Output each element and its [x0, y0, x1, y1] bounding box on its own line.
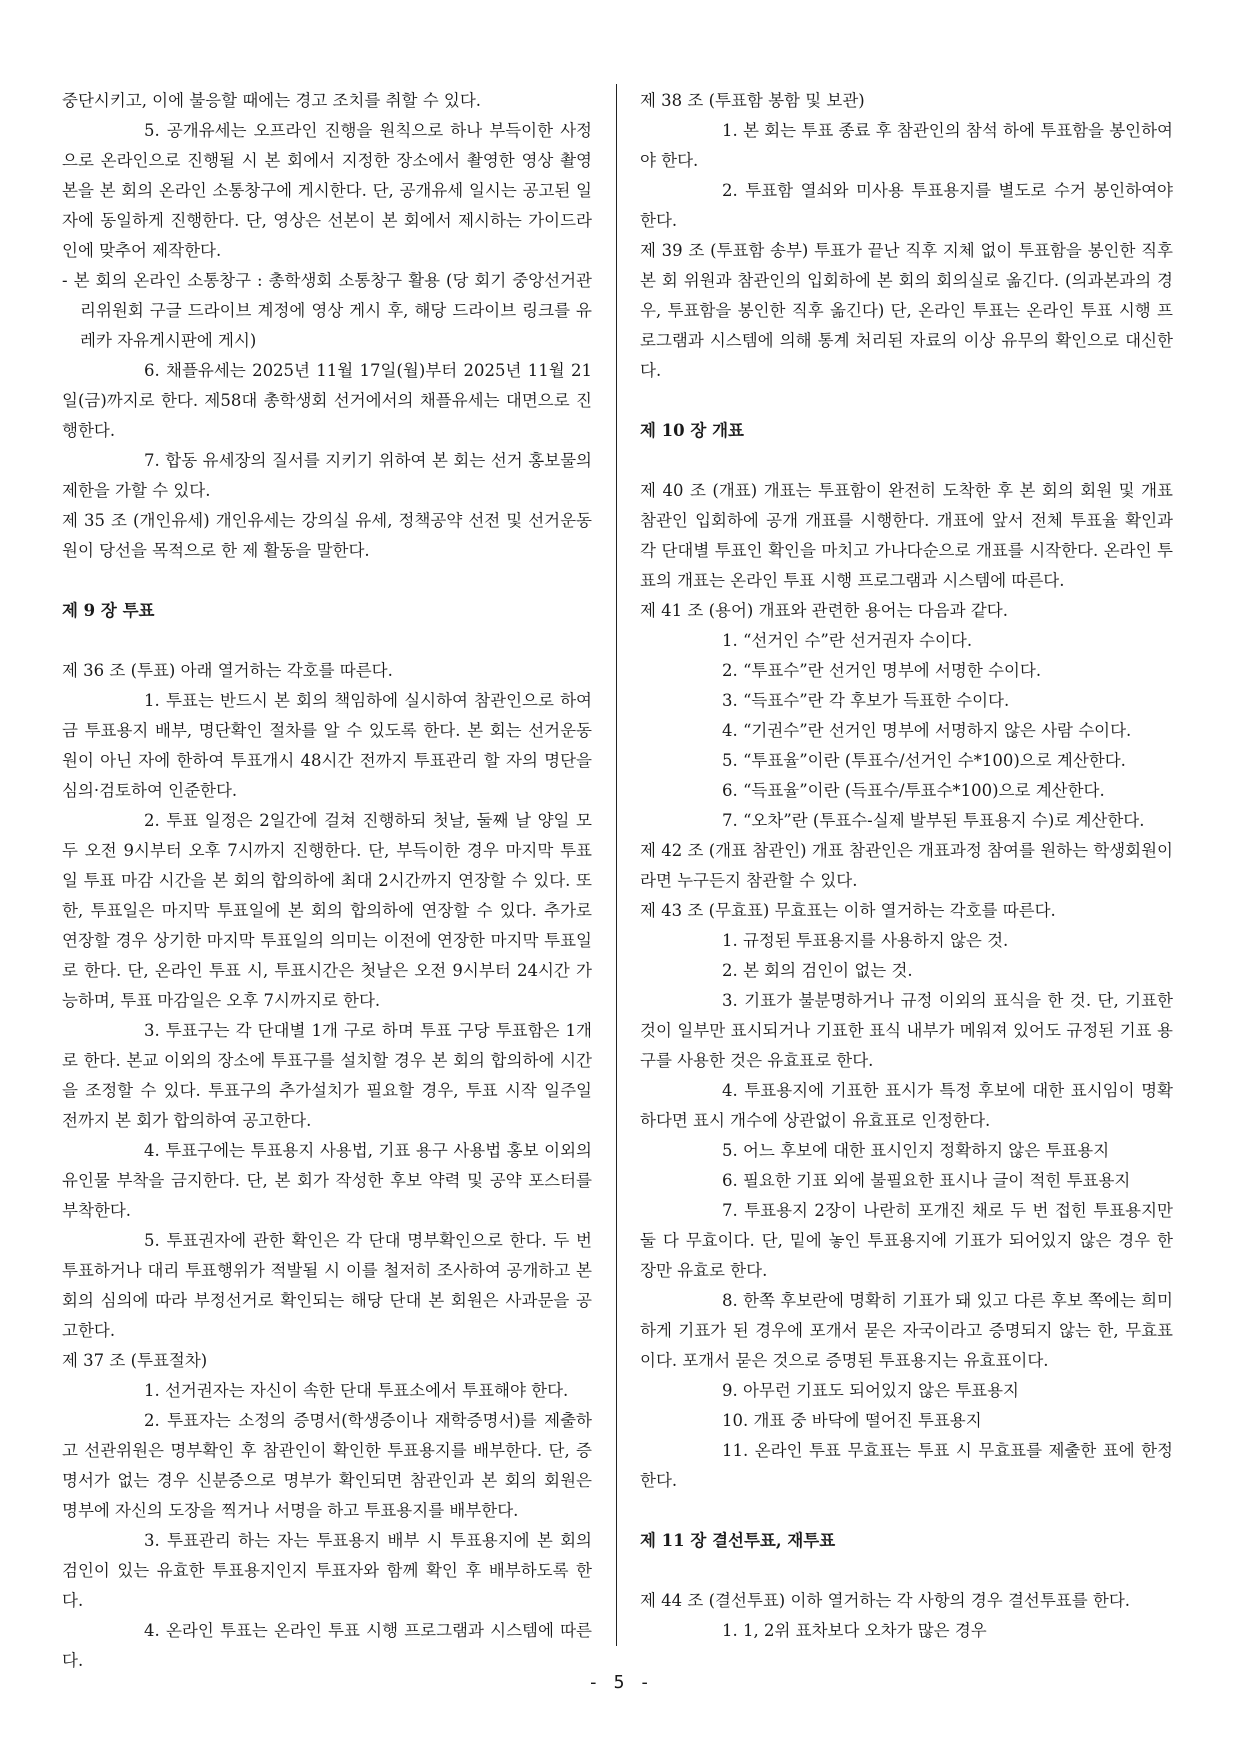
- paragraph: 제 40 조 (개표) 개표는 투표함이 완전히 도착한 후 본 회의 회원 및 개표 참관인 입회하에 공개 개표를 시행한다. 개표에 앞서 전체 투표율 확인과 각 단대별 투표인 확인을 마치고 가나다순으로 개표를 시작한다. 온라인 투표의 개표는 온라인 투표 시행 프로그램과 시스템에 따른다.: [640, 481, 1173, 590]
- paragraph: 5. 투표권자에 관한 확인은 각 단대 명부확인으로 한다. 두 번 투표하거나 대리 투표행위가 적발될 시 이를 철저히 조사하여 공개하고 본 회의 심의에 따라 부정선거로 확인되는 해당 단대 본 회원은 사과문을 공고한다.: [62, 1231, 592, 1340]
- paragraph: 제 41 조 (용어) 개표와 관련한 용어는 다음과 같다.: [640, 601, 1008, 620]
- paragraph: 중단시키고, 이에 불응할 때에는 경고 조치를 취할 수 있다.: [62, 91, 482, 110]
- paragraph: 1. 본 회는 투표 종료 후 참관인의 참석 하에 투표함을 봉인하여야 한다.: [640, 121, 1173, 170]
- paragraph: 제 36 조 (투표) 아래 열거하는 각호를 따른다.: [62, 661, 393, 680]
- paragraph: 6. “득표율”이란 (득표수/투표수*100)으로 계산한다.: [722, 781, 1105, 800]
- paragraph: 9. 아무런 기표도 되어있지 않은 투표용지: [722, 1381, 1019, 1400]
- paragraph: - 본 회의 온라인 소통창구 : 총학생회 소통창구 활용 (당 회기 중앙선거관리위원회 구글 드라이브 계정에 영상 게시 후, 해당 드라이브 링크를 유레카 자유게시판에 게시): [62, 271, 592, 350]
- paragraph: 4. 투표용지에 기표한 표시가 특정 후보에 대한 표시임이 명확하다면 표시 개수에 상관없이 유효표로 인정한다.: [640, 1081, 1173, 1130]
- paragraph: 8. 한쪽 후보란에 명확히 기표가 돼 있고 다른 후보 쪽에는 희미하게 기표가 된 경우에 포개서 묻은 자국이라고 증명되지 않는 한, 무효표이다. 포개서 묻은 것으로 증명된 투표용지는 유효표이다.: [640, 1291, 1173, 1370]
- chapter-heading: 제 11 장 결선투표, 재투표: [640, 1531, 836, 1550]
- paragraph: 5. 공개유세는 오프라인 진행을 원칙으로 하나 부득이한 사정으로 온라인으로 진행될 시 본 회에서 지정한 장소에서 촬영한 영상 촬영본을 본 회의 온라인 소통창구에 게시한다. 단, 공개유세 일시는 공고된 일자에 동일하게 진행한다. 단, 영상은 선본이 본 회에서 제시하는 가이드라인에 맞추어 제작한다.: [62, 121, 592, 260]
- paragraph: 2. 본 회의 검인이 없는 것.: [722, 961, 913, 980]
- paragraph: 4. “기권수”란 선거인 명부에 서명하지 않은 사람 수이다.: [722, 721, 1132, 740]
- paragraph: 2. “투표수”란 선거인 명부에 서명한 수이다.: [722, 661, 1042, 680]
- paragraph: 1. “선거인 수”란 선거권자 수이다.: [722, 631, 973, 650]
- paragraph: 11. 온라인 투표 무효표는 투표 시 무효표를 제출한 표에 한정한다.: [640, 1441, 1173, 1490]
- paragraph: 3. 투표구는 각 단대별 1개 구로 하며 투표 구당 투표함은 1개로 한다. 본교 이외의 장소에 투표구를 설치할 경우 본 회의 합의하에 시간을 조정할 수 있다. 투표구의 추가설치가 필요할 경우, 투표 시작 일주일 전까지 본 회가 합의하여 공고한다.: [62, 1021, 592, 1130]
- paragraph: 제 39 조 (투표함 송부) 투표가 끝난 직후 지체 없이 투표함을 봉인한 직후 본 회 위원과 참관인의 입회하에 본 회의 회의실로 옮긴다. (의과본과의 경우, 투표함을 봉인한 직후 옮긴다) 단, 온라인 투표는 온라인 투표 시행 프로그램과 시스템에 의해 통계 처리된 자료의 이상 유무의 확인으로 대신한다.: [640, 241, 1173, 380]
- paragraph: 4. 투표구에는 투표용지 사용법, 기표 용구 사용법 홍보 이외의 유인물 부착을 금지한다. 단, 본 회가 작성한 후보 약력 및 공약 포스터를 부착한다.: [62, 1141, 592, 1220]
- paragraph: 7. 투표용지 2장이 나란히 포개진 채로 두 번 접힌 투표용지만 둘 다 무효이다. 단, 밑에 놓인 투표용지에 기표가 되어있지 않은 경우 한 장만 유효로 한다.: [640, 1201, 1173, 1280]
- paragraph: 제 37 조 (투표절차): [62, 1351, 208, 1370]
- paragraph: 1. 투표는 반드시 본 회의 책임하에 실시하여 참관인으로 하여금 투표용지 배부, 명단확인 절차를 알 수 있도록 한다. 본 회는 선거운동원이 아닌 자에 한하여 투표개시 48시간 전까지 투표관리 할 자의 명단을 심의·검토하여 인준한다.: [62, 691, 592, 800]
- paragraph: 4. 온라인 투표는 온라인 투표 시행 프로그램과 시스템에 따른다.: [62, 1621, 592, 1670]
- paragraph: 5. 어느 후보에 대한 표시인지 정확하지 않은 투표용지: [722, 1141, 1110, 1160]
- paragraph: 10. 개표 중 바닥에 떨어진 투표용지: [722, 1411, 982, 1430]
- paragraph: 7. “오차”란 (투표수-실제 발부된 투표용지 수)로 계산한다.: [722, 811, 1145, 830]
- paragraph: 2. 투표자는 소정의 증명서(학생증이나 재학증명서)를 제출하고 선관위원은 명부확인 후 참관인이 확인한 투표용지를 배부한다. 단, 증명서가 없는 경우 신분증으로 명부가 확인되면 참관인과 본 회의 회원은 명부에 자신의 도장을 찍거나 서명을 하고 투표용지를 배부한다.: [62, 1411, 592, 1520]
- paragraph: 6. 필요한 기표 외에 불필요한 표시나 글이 적힌 투표용지: [722, 1171, 1131, 1190]
- paragraph: 1. 규정된 투표용지를 사용하지 않은 것.: [722, 931, 1009, 950]
- paragraph: 6. 채플유세는 2025년 11월 17일(월)부터 2025년 11월 21일(금)까지로 한다. 제58대 총학생회 선거에서의 채플유세는 대면으로 진행한다.: [62, 361, 592, 440]
- paragraph: 2. 투표 일정은 2일간에 걸쳐 진행하되 첫날, 둘째 날 양일 모두 오전 9시부터 오후 7시까지 진행한다. 단, 부득이한 경우 마지막 투표일 투표 마감 시간을 본 회의 합의하에 최대 2시간까지 연장할 수 있다. 또한, 투표일은 마지막 투표일에 본 회의 합의하에 연장할 수 있다. 추가로 연장할 경우 상기한 마지막 투표일의 의미는 이전에 연장한 마지막 투표일로 한다. 단, 온라인 투표 시, 투표시간은 첫날은 오전 9시부터 24시간 가능하며, 투표 마감일은 오후 7시까지로 한다.: [62, 811, 592, 1010]
- paragraph: 3. “득표수”란 각 후보가 득표한 수이다.: [722, 691, 1010, 710]
- column-divider: [616, 84, 617, 1646]
- right-column: [640, 86, 1173, 1646]
- paragraph: 3. 기표가 불분명하거나 규정 이외의 표식을 한 것. 단, 기표한 것이 일부만 표시되거나 기표한 표식 내부가 메워져 있어도 규정된 기표 용구를 사용한 것은 유효표로 한다.: [640, 991, 1173, 1070]
- left-column: [62, 86, 592, 1676]
- chapter-heading: 제 10 장 개표: [640, 421, 744, 440]
- paragraph: 제 38 조 (투표함 봉함 및 보관): [640, 91, 865, 110]
- paragraph: 1. 선거권자는 자신이 속한 단대 투표소에서 투표해야 한다.: [144, 1381, 569, 1400]
- paragraph: 1. 1, 2위 표차보다 오차가 많은 경우: [722, 1621, 987, 1640]
- paragraph: 제 44 조 (결선투표) 이하 열거하는 각 사항의 경우 결선투표를 한다.: [640, 1591, 1131, 1610]
- paragraph: 7. 합동 유세장의 질서를 지키기 위하여 본 회는 선거 홍보물의 제한을 가할 수 있다.: [62, 451, 592, 500]
- paragraph: 제 43 조 (무효표) 무효표는 이하 열거하는 각호를 따른다.: [640, 901, 1056, 920]
- paragraph: 3. 투표관리 하는 자는 투표용지 배부 시 투표용지에 본 회의 검인이 있는 유효한 투표용지인지 투표자와 함께 확인 후 배부하도록 한다.: [62, 1531, 592, 1610]
- page-number: - 5 -: [587, 1672, 653, 1693]
- paragraph: 제 42 조 (개표 참관인) 개표 참관인은 개표과정 참여를 원하는 학생회원이라면 누구든지 참관할 수 있다.: [640, 841, 1173, 890]
- paragraph: 제 35 조 (개인유세) 개인유세는 강의실 유세, 정책공약 선전 및 선거운동원이 당선을 목적으로 한 제 활동을 말한다.: [62, 511, 592, 560]
- paragraph: 2. 투표함 열쇠와 미사용 투표용지를 별도로 수거 봉인하여야 한다.: [640, 181, 1173, 230]
- chapter-heading: 제 9 장 투표: [62, 601, 155, 620]
- paragraph: 5. “투표율”이란 (투표수/선거인 수*100)으로 계산한다.: [722, 751, 1126, 770]
